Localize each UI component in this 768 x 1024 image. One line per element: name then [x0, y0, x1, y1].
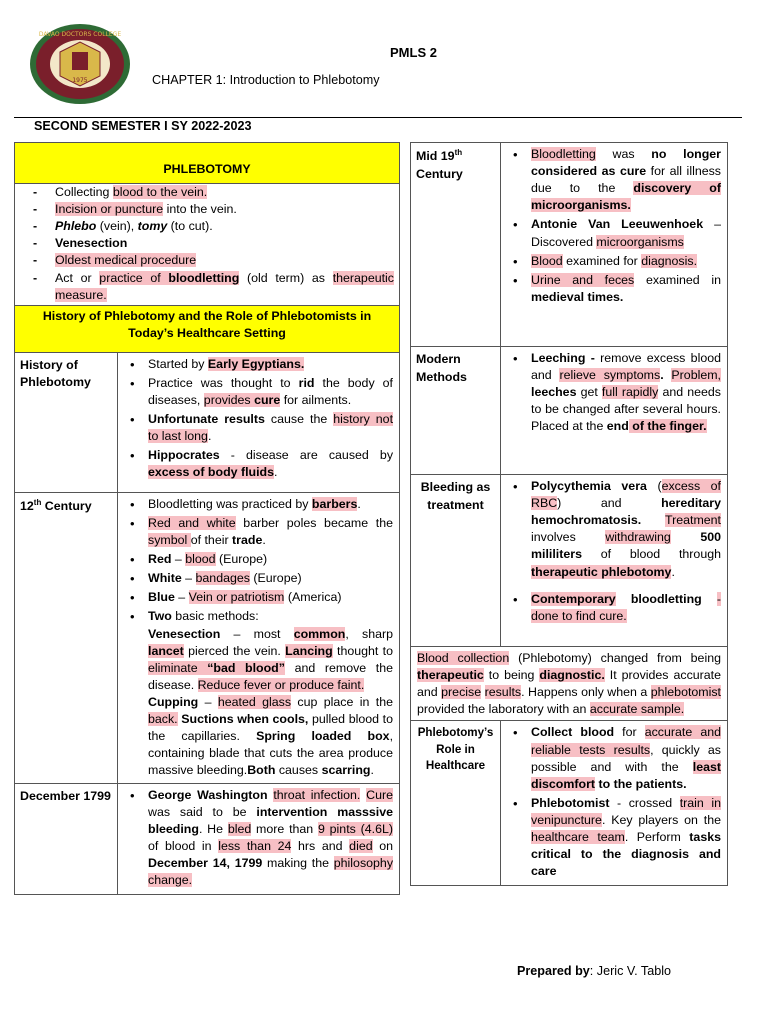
right-table — [410, 142, 728, 886]
list-item: • Started by Early Egyptians. — [124, 356, 393, 373]
list-item: • Contemporary bloodletting - done to find cure. — [507, 591, 721, 625]
list-item: • Antonie Van Leeuwenhoek – Discovered microorganisms — [507, 216, 721, 250]
cupping-text: Cupping – heated glass cup place in the back. Suctions when cools, pulled blood to the capillaries. Spring loaded box, containing blade that cuts the area produce massive bleeding.Both causes scarring. — [148, 694, 394, 778]
list-item: - Phlebo (vein), tomy (to cut). — [15, 218, 394, 235]
list-item: - Oldest medical procedure — [15, 252, 394, 269]
document-code: PMLS 2 — [390, 45, 437, 60]
list-item: • Bloodletting was practiced by barbers. — [124, 496, 393, 513]
list-item: • Polycythemia vera (excess of RBC) and hereditary hemochromatosis. Treatment involves withdrawing 500 mililiters of blood through therapeutic phlebotomy. — [507, 478, 721, 581]
history-label: History of Phlebotomy — [15, 352, 118, 492]
century12-label: 12th Century — [15, 492, 118, 783]
list-item: • Practice was thought to rid the body of diseases, provides cure for ailments. — [124, 375, 393, 409]
bleeding-content — [501, 475, 728, 647]
prepared-by: Prepared by: Jeric V. Tablo — [517, 964, 672, 978]
blood-collection-paragraph: Blood collection (Phlebotomy) changed from being therapeutic to being diagnostic. It provides accurate and precise results. Happens only when a phlebotomist provided the laboratory with an accurate sample. — [411, 647, 728, 721]
list-item: • Red and white barber poles became the symbol of their trade. — [124, 515, 393, 549]
list-item: • Bloodletting was no longer considered as cure for all illness due to the discovery of microorganisms. — [507, 146, 721, 214]
chapter-title: CHAPTER 1: Introduction to Phlebotomy — [152, 73, 380, 87]
list-item: • Urine and feces examined in medieval times. — [507, 272, 721, 306]
college-logo — [28, 22, 132, 106]
bleeding-label: Bleeding as treatment — [411, 475, 501, 647]
mid19-label: Mid 19th Century — [411, 143, 501, 347]
role-content — [501, 721, 728, 886]
venesection-text: Venesection – most common, sharp lancet pierced the vein. Lancing thought to eliminate “bad blood” and remove the disease. Reduce fever or produce faint. — [148, 626, 394, 692]
list-item: • Leeching - remove excess blood and relieve symptoms. Problem, leeches get full rapidly and needs to be changed after several hours. Placed at the end of the finger. — [507, 350, 721, 436]
list-item: - Venesection — [15, 235, 394, 252]
phlebotomy-title: PHLEBOTOMY — [15, 143, 400, 184]
logo-year: 1975 — [72, 77, 88, 84]
list-item: - Collecting blood to the vein. — [15, 184, 394, 201]
list-item: - Act or practice of bloodletting (old term) as therapeutic measure. — [15, 270, 394, 304]
history-title: History of Phlebotomy and the Role of Phlebotomists in Today’s Healthcare Setting — [15, 305, 400, 352]
list-item: • Blood examined for diagnosis. — [507, 253, 721, 270]
semester-label: SECOND SEMESTER I SY 2022-2023 — [34, 119, 252, 133]
list-item: • Two basic methods: — [124, 608, 393, 625]
list-item: • Unfortunate results cause the history not to last long. — [124, 411, 393, 445]
list-item: • George Washington throat infection. Cure was said to be intervention masssive bleeding. He bled more than 9 pints (4.6L) of blood in less than 24 hrs and died on December 14, 1799 making the philosophy change. — [124, 787, 393, 890]
december-content — [118, 783, 400, 895]
logo-institution-text: DAVAO DOCTORS COLLEGE — [38, 31, 122, 38]
list-item: • White – bandages (Europe) — [124, 570, 393, 587]
left-table — [14, 142, 400, 895]
list-item: • Hippocrates - disease are caused by excess of body fluids. — [124, 447, 393, 481]
list-item: • Phlebotomist - crossed train in venipuncture. Key players on the healthcare team. Perform tasks critical to the diagnosis and care — [507, 795, 721, 881]
history-content — [118, 352, 400, 492]
modern-label: Modern Methods — [411, 347, 501, 475]
list-item: • Blue – Vein or patriotism (America) — [124, 589, 393, 606]
modern-content — [501, 347, 728, 475]
role-label: Phlebotomy’s Role in Healthcare — [411, 721, 501, 886]
list-item: • Collect blood for accurate and reliable tests results, quickly as possible and with the least discomfort to the patients. — [507, 724, 721, 792]
list-item: - Incision or puncture into the vein. — [15, 201, 394, 218]
mid19-content — [501, 143, 728, 347]
december-label: December 1799 — [15, 783, 118, 895]
century12-content — [118, 492, 400, 783]
list-item: • Red – blood (Europe) — [124, 551, 393, 568]
phlebotomy-definitions — [15, 184, 400, 306]
